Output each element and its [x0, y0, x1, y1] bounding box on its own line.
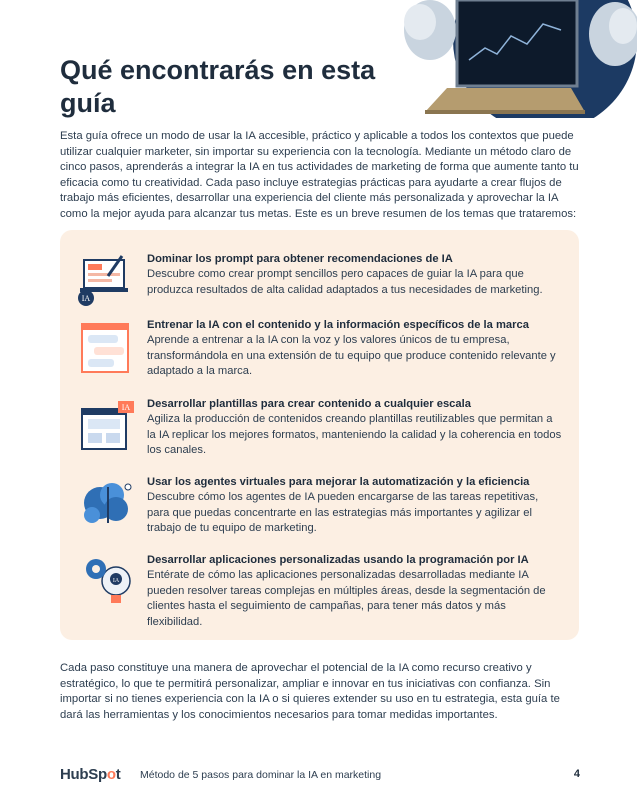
- topic-heading: Desarrollar plantillas para crear contenido a cualquier escala: [147, 398, 471, 410]
- svg-text:IA: IA: [112, 578, 120, 584]
- svg-text:IA: IA: [81, 294, 91, 303]
- topic-description: Descubre cómo los agentes de IA pueden encargarse de las tareas repetitivas, para que puedas concentrarte en las estrategias más importantes y agilizar el trabajo de tu equipo de marketing.: [147, 491, 539, 534]
- winged-laptop-illustration: [385, 0, 637, 118]
- topic-description: Agiliza la producción de contenidos creando plantillas reutilizables que permitan a la IA replicar los mejores formatos, manteniendo la calidad y la coherencia en todos los canales.: [147, 413, 562, 456]
- topic-heading: Entrenar la IA con el contenido y la información específicos de la marca: [147, 319, 529, 331]
- hubspot-logo: HubSpot: [60, 766, 121, 783]
- cloud-head-icon: [78, 475, 136, 533]
- topic-heading: Usar los agentes virtuales para mejorar la automatización y la eficiencia: [147, 476, 530, 488]
- topic-heading: Desarrollar aplicaciones personalizadas usando la programación por IA: [147, 554, 529, 566]
- closing-paragraph: Cada paso constituye una manera de aprovechar el potencial de la IA como recurso creativo y estratégico, lo que te permitirá personalizar, ampliar e innovar en tus iniciativas con confianza. Sin importar si no tienes experiencia con la IA o si quieres extender su uso en tu estrategia, esta guía te dará las herramientas y los conocimientos necesarios para tomar medidas importantes.: [60, 662, 560, 721]
- topics-panel: [60, 230, 579, 640]
- page-title: Qué encontrarás en esta guía: [60, 55, 376, 118]
- svg-text:IA: IA: [121, 403, 131, 412]
- topic-description: Entérate de cómo las aplicaciones personalizadas desarrolladas mediante IA pueden resolver tareas complejas en múltiples áreas, desde la segmentación de clientes hasta el seguimiento de campañas, para tener más datos y más flexibilidad.: [147, 569, 546, 628]
- intro-paragraph: Esta guía ofrece un modo de usar la IA accesible, práctico y aplicable a todos los contextos que puede utilizar cualquier marketer, sin importar su experiencia con la tecnología. Mediante un método claro de cinco pasos, aprenderás a integrar la IA en tus actividades de marketing de forma que aumente tanto tu eficacia como tu creatividad. Cada paso incluye estrategias prácticas para ayudarte a crear flujos de trabajo más eficientes, desarrollar una experiencia del cliente más personalizada y aprovechar la IA como la mejor ayuda para alcanzar tus metas. Este es un breve resumen de los temas que trataremos:: [60, 130, 579, 220]
- topic-heading: Dominar los prompt para obtener recomendaciones de IA: [147, 253, 453, 265]
- prompt-laptop-icon: [78, 252, 136, 310]
- gear-lightbulb-icon: [78, 553, 136, 611]
- topic-description: Descubre como crear prompt sencillos pero capaces de guiar la IA para que produzca resultados de alta calidad adaptados a tus necesidades de marketing.: [147, 268, 543, 296]
- topic-description: Aprende a entrenar a la IA con la voz y los valores únicos de tu empresa, transformándola en una extensión de tu equipo que produce contenido relevante y adaptado a la marca.: [147, 334, 556, 377]
- page-footer: [60, 766, 580, 786]
- page-number: 4: [573, 768, 580, 780]
- chat-window-icon: [78, 318, 136, 376]
- footer-title: Método de 5 pasos para dominar la IA en marketing: [140, 769, 382, 781]
- template-browser-icon: [78, 397, 136, 455]
